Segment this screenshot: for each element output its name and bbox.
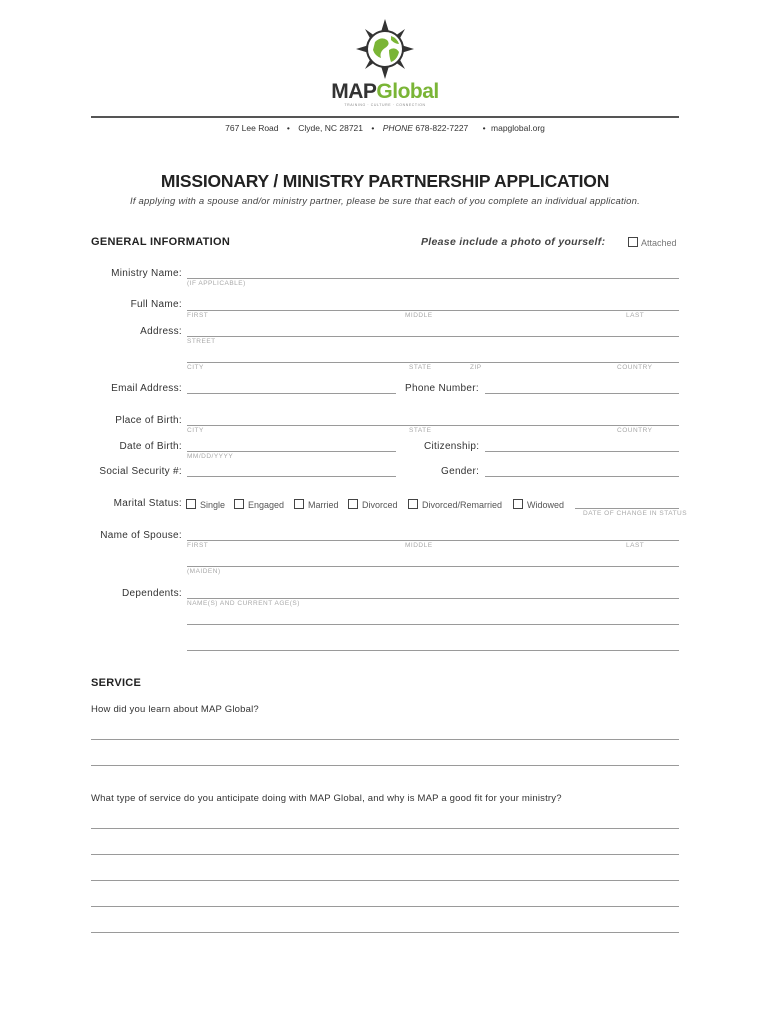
- website-link[interactable]: mapglobal.org: [491, 123, 545, 133]
- contact-line: [91, 123, 679, 133]
- address-city-field[interactable]: [187, 362, 679, 363]
- logo: [355, 18, 415, 80]
- marital-divorced-checkbox[interactable]: [348, 499, 358, 509]
- section-service-heading: SERVICE: [91, 677, 142, 689]
- section-general-heading: GENERAL INFORMATION: [91, 236, 231, 248]
- citizenship-field[interactable]: [485, 451, 679, 452]
- dob-field[interactable]: [187, 451, 396, 452]
- brand-tagline: TRAINING · CULTURE · CONNECTION: [344, 103, 426, 107]
- date-of-change-sub: DATE OF CHANGE IN STATUS: [583, 510, 688, 517]
- marital-married-checkbox[interactable]: [294, 499, 304, 509]
- answer-2-line-1[interactable]: [91, 828, 679, 829]
- marital-divorced-remarried-label: Divorced/Remarried: [422, 500, 503, 510]
- header-rule: [91, 116, 679, 118]
- phone-label: PHONE: [382, 123, 413, 133]
- email-field[interactable]: [187, 393, 396, 394]
- spouse-last-sub: LAST: [626, 542, 645, 549]
- service-question-2: What type of service do you anticipate doing with MAP Global, and why is MAP a good fit for your ministry?: [91, 793, 562, 804]
- answer-1-line-1[interactable]: [91, 739, 679, 740]
- phone: 678-822-7227: [415, 123, 469, 133]
- brand-name: [320, 80, 450, 104]
- answer-2-line-3[interactable]: [91, 880, 679, 881]
- attached-label: Attached: [641, 238, 677, 248]
- address-state-sub: STATE: [409, 364, 432, 371]
- ministry-name-sub: (IF APPLICABLE): [187, 280, 246, 287]
- marital-married-label: Married: [308, 500, 339, 510]
- spouse-middle-sub: MIDDLE: [405, 542, 433, 549]
- full-name-middle-sub: MIDDLE: [405, 312, 433, 319]
- page-subtitle: If applying with a spouse and/or ministry partner, please be sure that each of you complete an individual application.: [130, 196, 640, 207]
- date-of-change-field[interactable]: [575, 508, 679, 509]
- address-street-sub: STREET: [187, 338, 216, 345]
- spouse-label: Name of Spouse:: [100, 530, 182, 541]
- birth-state-sub: STATE: [409, 427, 432, 434]
- place-of-birth-label: Place of Birth:: [115, 415, 182, 426]
- birth-city-sub: CITY: [187, 427, 204, 434]
- dob-label: Date of Birth:: [119, 441, 182, 452]
- citizenship-label: Citizenship:: [424, 441, 480, 452]
- full-name-label: Full Name:: [130, 299, 182, 310]
- answer-2-line-5[interactable]: [91, 932, 679, 933]
- address-street-field[interactable]: [187, 336, 679, 337]
- dob-sub: MM/DD/YYYY: [187, 453, 234, 460]
- dependents-field-2[interactable]: [187, 624, 679, 625]
- page-title: MISSIONARY / MINISTRY PARTNERSHIP APPLICATION: [160, 171, 610, 191]
- spouse-maiden-sub: (MAIDEN): [187, 568, 221, 575]
- gender-field[interactable]: [485, 476, 679, 477]
- dependents-field-3[interactable]: [187, 650, 679, 651]
- compass-globe-icon: [355, 18, 415, 80]
- spouse-name-field[interactable]: [187, 540, 679, 541]
- phone-number-field[interactable]: [485, 393, 679, 394]
- marital-engaged-label: Engaged: [248, 500, 285, 510]
- marital-widowed-checkbox[interactable]: [513, 499, 523, 509]
- ssn-label: Social Security #:: [99, 466, 182, 477]
- address-country-sub: COUNTRY: [617, 364, 653, 371]
- place-of-birth-field[interactable]: [187, 425, 679, 426]
- phone-number-label: Phone Number:: [405, 383, 479, 394]
- ssn-field[interactable]: [187, 476, 396, 477]
- bullet: •: [482, 123, 486, 133]
- address-zip-sub: ZIP: [470, 364, 482, 371]
- marital-single-checkbox[interactable]: [186, 499, 196, 509]
- birth-country-sub: COUNTRY: [617, 427, 653, 434]
- service-question-1: How did you learn about MAP Global?: [91, 704, 259, 715]
- full-name-field[interactable]: [187, 310, 679, 311]
- gender-label: Gender:: [441, 466, 480, 477]
- address-city-sub: CITY: [187, 364, 204, 371]
- marital-status-label: Marital Status:: [113, 498, 182, 509]
- full-name-first-sub: FIRST: [187, 312, 209, 319]
- address-street: 767 Lee Road: [225, 123, 279, 133]
- ministry-name-label: Ministry Name:: [111, 268, 182, 279]
- address-city: Clyde, NC 28721: [298, 123, 363, 133]
- ministry-name-field[interactable]: [187, 278, 679, 279]
- spouse-first-sub: FIRST: [187, 542, 209, 549]
- dependents-sub: NAME(S) AND CURRENT AGE(S): [187, 600, 300, 607]
- brand-map: MAP: [331, 80, 377, 103]
- answer-2-line-4[interactable]: [91, 906, 679, 907]
- dependents-field-1[interactable]: [187, 598, 679, 599]
- marital-engaged-checkbox[interactable]: [234, 499, 244, 509]
- dependents-label: Dependents:: [121, 588, 182, 599]
- address-label: Address:: [140, 326, 182, 337]
- marital-single-label: Single: [200, 500, 226, 510]
- email-label: Email Address:: [111, 383, 182, 394]
- attached-checkbox[interactable]: [628, 237, 638, 247]
- answer-1-line-2[interactable]: [91, 765, 679, 766]
- marital-divorced-label: Divorced: [362, 500, 398, 510]
- bullet: •: [286, 123, 290, 133]
- brand-global: Global: [376, 80, 439, 103]
- bullet: •: [371, 123, 375, 133]
- marital-divorced-remarried-checkbox[interactable]: [408, 499, 418, 509]
- full-name-last-sub: LAST: [626, 312, 645, 319]
- photo-prompt: Please include a photo of yourself:: [421, 236, 606, 248]
- spouse-maiden-field[interactable]: [187, 566, 679, 567]
- marital-widowed-label: Widowed: [527, 500, 565, 510]
- answer-2-line-2[interactable]: [91, 854, 679, 855]
